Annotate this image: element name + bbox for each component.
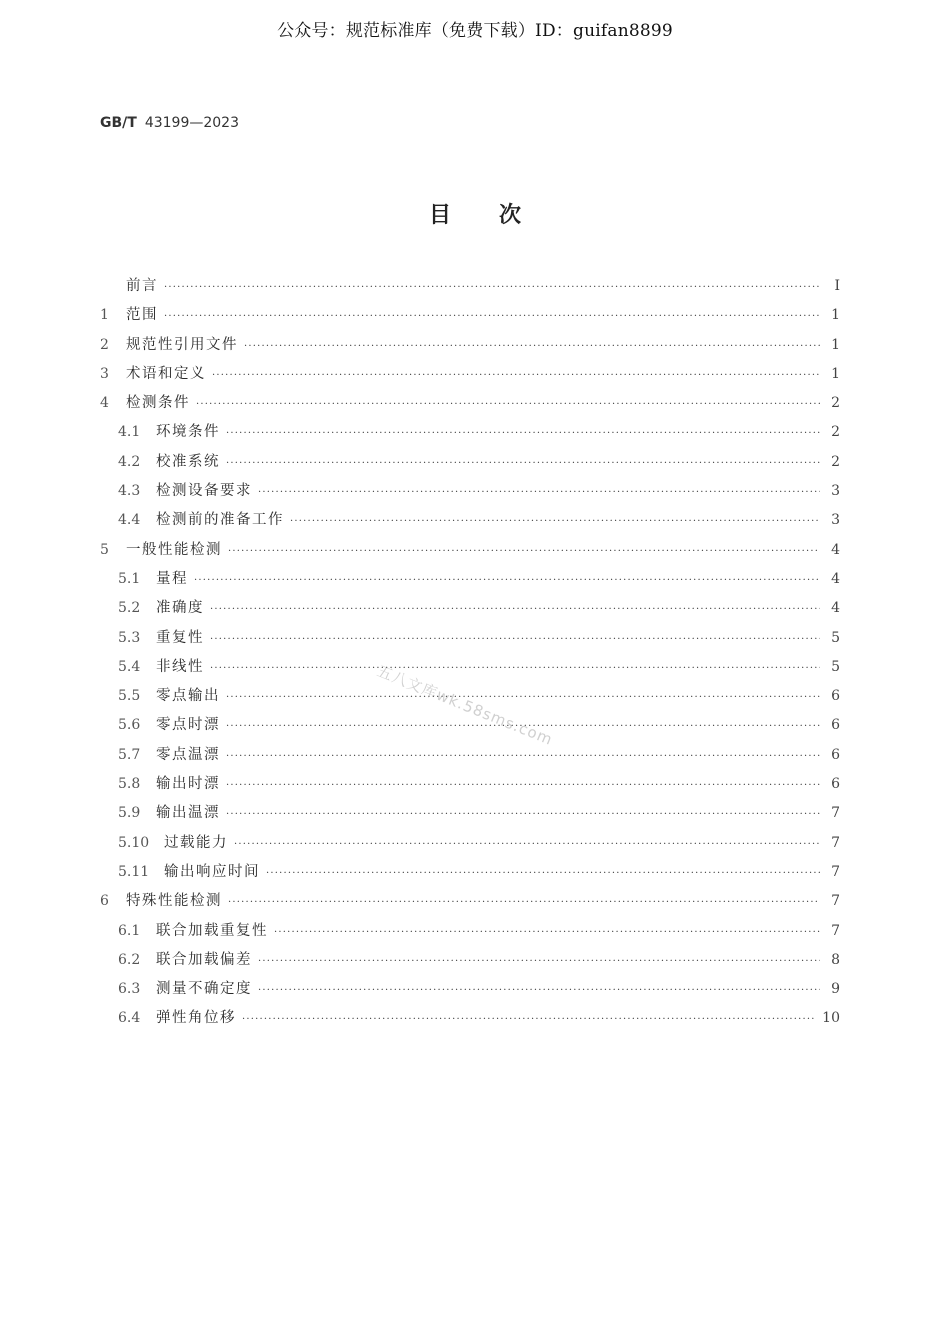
toc-dot-leader [194, 575, 820, 586]
toc-entry-page: 7 [831, 922, 840, 939]
toc-entry-page: 9 [831, 981, 840, 998]
source-banner: 公众号：规范标准库（免费下载）ID：guifan8899 [277, 21, 673, 41]
toc-entry-page: 6 [831, 688, 840, 705]
toc-entry-number: 5.7 [118, 746, 141, 763]
toc-entry-label: 输出响应时间 [164, 863, 260, 880]
toc-entry[interactable] [100, 274, 840, 303]
toc-entry-label: 重复性 [156, 629, 204, 646]
toc-dot-leader [210, 634, 820, 645]
table-of-contents [100, 274, 840, 1036]
standard-prefix: GB/T [100, 115, 137, 131]
toc-entry-label: 零点时漂 [156, 717, 220, 734]
toc-entry-label: 准确度 [156, 600, 204, 617]
toc-entry[interactable] [100, 333, 840, 362]
standard-number: 43199—2023 [144, 115, 239, 131]
toc-dot-leader [258, 487, 820, 498]
toc-dot-leader [258, 956, 820, 967]
toc-entry[interactable] [100, 743, 840, 772]
toc-dot-leader [226, 809, 820, 820]
toc-dot-leader [196, 399, 820, 410]
toc-entry-label: 测量不确定度 [156, 981, 252, 998]
toc-dot-leader [226, 751, 820, 762]
toc-entry[interactable] [100, 538, 840, 567]
toc-entry-page: 5 [831, 658, 840, 675]
toc-dot-leader [226, 780, 820, 791]
toc-entry-number: 5.8 [118, 776, 141, 793]
toc-entry-page: 6 [831, 717, 840, 734]
toc-dot-leader [234, 839, 820, 850]
toc-entry-page: 7 [831, 805, 840, 822]
watermark: 五八文库wk.58sms.com [374, 661, 556, 749]
toc-dot-leader [228, 546, 820, 557]
toc-entry-number: 4.2 [118, 453, 141, 470]
toc-dot-leader [242, 1014, 814, 1025]
toc-entry[interactable] [100, 655, 840, 684]
toc-entry-number: 5.6 [118, 717, 141, 734]
toc-entry-label: 过载能力 [164, 834, 228, 851]
toc-entry-number: 6.3 [118, 981, 141, 998]
toc-entry-page: 1 [831, 307, 840, 324]
toc-entry-label: 一般性能检测 [126, 541, 222, 558]
toc-entry[interactable] [100, 450, 840, 479]
toc-dot-leader [226, 692, 820, 703]
toc-dot-leader [290, 516, 820, 527]
toc-entry-page: 6 [831, 776, 840, 793]
toc-entry-number: 5.5 [118, 688, 141, 705]
toc-entry-page: 1 [831, 336, 840, 353]
toc-entry-page: 4 [831, 600, 840, 617]
toc-entry-number: 4.4 [118, 512, 141, 529]
toc-entry[interactable] [100, 977, 840, 1006]
toc-entry[interactable] [100, 479, 840, 508]
toc-entry-number: 4.1 [118, 424, 141, 441]
page-title: 目次 [428, 203, 569, 228]
toc-entry-label: 输出温漂 [156, 805, 220, 822]
toc-entry-page: 7 [831, 863, 840, 880]
toc-entry[interactable] [100, 596, 840, 625]
toc-entry-page: 7 [831, 893, 840, 910]
toc-dot-leader [226, 428, 820, 439]
toc-entry-page: 4 [831, 570, 840, 587]
toc-entry-number: 5.1 [118, 570, 141, 587]
toc-dot-leader [164, 311, 820, 322]
toc-entry[interactable] [100, 362, 840, 391]
toc-entry-label: 检测条件 [126, 395, 190, 412]
toc-entry-label: 规范性引用文件 [126, 336, 238, 353]
toc-entry-page: 2 [831, 424, 840, 441]
standard-code [100, 115, 239, 131]
toc-entry-label: 联合加载偏差 [156, 951, 252, 968]
toc-dot-leader [244, 341, 820, 352]
toc-entry-label: 零点温漂 [156, 746, 220, 763]
toc-entry-page: 1 [831, 365, 840, 382]
toc-entry-page: 2 [831, 395, 840, 412]
toc-entry-label: 环境条件 [156, 424, 220, 441]
toc-entry-label: 术语和定义 [126, 365, 206, 382]
toc-entry-label: 校准系统 [156, 453, 220, 470]
toc-entry-label: 输出时漂 [156, 776, 220, 793]
toc-entry-page: 5 [831, 629, 840, 646]
toc-entry-number: 5.9 [118, 805, 141, 822]
toc-entry[interactable] [100, 508, 840, 537]
toc-entry-number: 5.4 [118, 658, 141, 675]
toc-dot-leader [210, 604, 820, 615]
toc-entry-number: 4 [100, 395, 109, 412]
toc-entry-label: 检测设备要求 [156, 483, 252, 500]
toc-entry-number: 6.2 [118, 951, 141, 968]
toc-entry-page: Ⅰ [834, 278, 840, 294]
toc-entry-label: 检测前的准备工作 [156, 512, 284, 529]
toc-entry[interactable] [100, 919, 840, 948]
toc-entry-number: 2 [100, 336, 109, 353]
toc-entry-number: 6 [100, 893, 109, 910]
toc-entry[interactable] [100, 948, 840, 977]
toc-entry[interactable] [100, 1006, 840, 1035]
toc-entry-label: 非线性 [156, 658, 204, 675]
toc-entry-number: 6.4 [118, 1010, 141, 1027]
toc-entry-number: 5.3 [118, 629, 141, 646]
toc-entry-number: 5.11 [118, 863, 150, 880]
toc-entry[interactable] [100, 801, 840, 830]
toc-dot-leader [266, 868, 820, 879]
toc-entry-label: 零点输出 [156, 688, 220, 705]
toc-entry-number: 3 [100, 365, 109, 382]
toc-dot-leader [164, 282, 820, 293]
toc-dot-leader [210, 663, 820, 674]
toc-entry-page: 8 [831, 951, 840, 968]
toc-entry-label: 特殊性能检测 [126, 893, 222, 910]
toc-entry-label: 联合加载重复性 [156, 922, 268, 939]
toc-entry-page: 7 [831, 834, 840, 851]
toc-entry-page: 4 [831, 541, 840, 558]
toc-entry-label: 前言 [126, 278, 158, 294]
toc-entry[interactable] [100, 567, 840, 596]
toc-entry[interactable] [100, 889, 840, 918]
toc-entry[interactable] [100, 303, 840, 332]
toc-dot-leader [258, 985, 820, 996]
toc-dot-leader [212, 370, 820, 381]
toc-entry-number: 1 [100, 307, 109, 324]
toc-entry[interactable] [100, 420, 840, 449]
toc-entry-label: 弹性角位移 [156, 1010, 236, 1027]
toc-entry[interactable] [100, 391, 840, 420]
toc-entry-page: 3 [831, 512, 840, 529]
toc-entry-page: 10 [822, 1010, 840, 1027]
toc-entry[interactable] [100, 626, 840, 655]
toc-entry-number: 5.10 [118, 834, 150, 851]
toc-entry-number: 5.2 [118, 600, 141, 617]
toc-entry-label: 范围 [126, 307, 158, 324]
toc-entry-page: 2 [831, 453, 840, 470]
toc-dot-leader [274, 927, 820, 938]
toc-entry[interactable] [100, 860, 840, 889]
toc-entry-page: 3 [831, 483, 840, 500]
toc-entry[interactable] [100, 831, 840, 860]
toc-entry-number: 6.1 [118, 922, 141, 939]
toc-entry-number: 5 [100, 541, 109, 558]
toc-dot-leader [226, 458, 820, 469]
toc-entry-page: 6 [831, 746, 840, 763]
toc-entry[interactable] [100, 772, 840, 801]
toc-dot-leader [228, 897, 820, 908]
toc-entry-label: 量程 [156, 570, 188, 587]
toc-entry-number: 4.3 [118, 483, 141, 500]
